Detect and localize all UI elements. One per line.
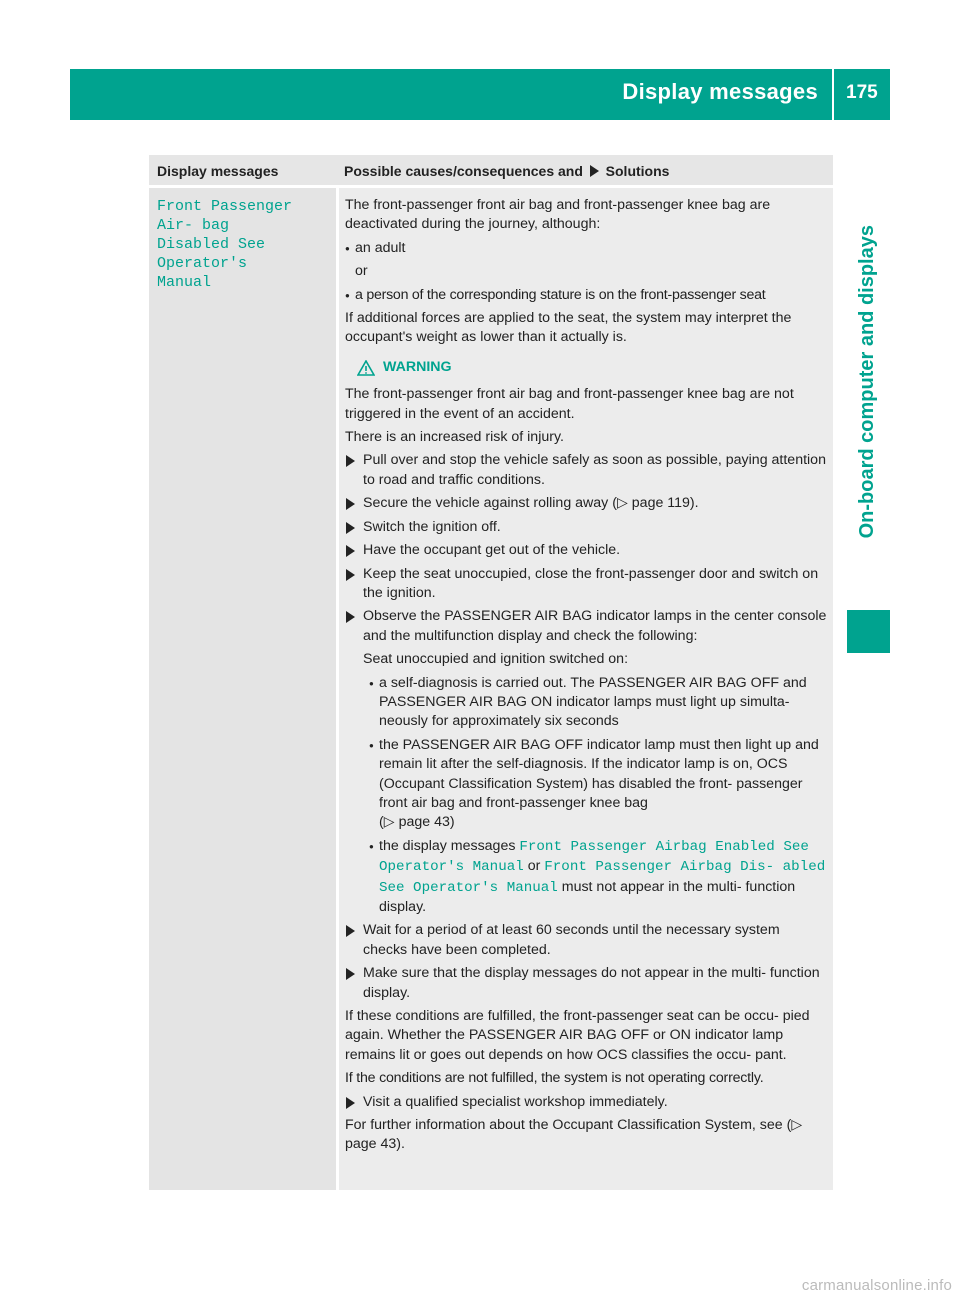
further-info [345,1116,827,1155]
warning-label: WARNING [383,358,452,375]
message-airbag-disabled: Front Passenger Airbag Dis‐ abled See Operator's Manual [379,859,826,896]
check-display-or: or [527,858,541,875]
col-header-display-messages: Display messages [157,163,279,179]
display-message-cell [149,188,336,1190]
warning-text: The front-passenger front air bag and front-passenger knee bag are not triggered in the event of an accident. [345,386,794,422]
step-ignition-off: Switch the ignition off. [345,518,827,537]
page-ref-43: page 43) [398,814,455,831]
side-tab [845,225,889,585]
step-secure-text: Secure the vehicle against rolling away ( [363,495,617,512]
forces-text: If additional forces are applied to the seat, the system may interpret the occupant's weight as lower than it actually is. [345,310,792,346]
check-display-messages [369,837,827,918]
causes-solutions-cell [339,188,833,1190]
step-observe-lamps: Observe the PASSENGER AIR BAG indicator lamps in the center console and the multifunction display and check the following: [345,607,827,646]
step-pull-over: Pull over and stop the vehicle safely as soon as possible, paying attention to road and traffic conditions. [345,451,827,490]
check-off-lamp [369,736,827,833]
intro-text: The front-passenger front air bag and front-passenger knee bag are deactivated during the journey, although: [345,197,771,233]
check-off-lamp-ref-open: ( [379,814,384,831]
col-header-solutions: Solutions [605,163,670,179]
check-off-lamp-text: the PASSENGER AIR BAG OFF indicator lamp must then light up and remain lit after the self-diagnosis. If the indicator lamp is on, OCS (Occupant Classification System) has disabled the front- passenger front air bag and front-passenger knee bag [379,736,819,811]
step-keep-unoccupied: Keep the seat unoccupied, close the front-passenger door and switch on the ignition. [345,565,827,604]
table-header-row [149,155,833,185]
not-fulfilled-text: If the conditions are not fulfilled, the system is not operating correctly. [345,1070,764,1087]
risk-text: There is an increased risk of injury. [345,429,564,446]
page-ref-43-further: page 43). [345,1136,405,1153]
action-arrow-icon [590,165,599,177]
display-message-text: Front Passenger Air‐ bag Disabled See Operator's Manual [157,198,293,291]
step-make-sure: Make sure that the display messages do not appear in the multi- function display. [345,964,827,1003]
condition-or: or [355,263,368,280]
page-ref-arrow-icon: ▷ [383,814,399,831]
page-ref-119: page 119). [631,495,699,512]
step-observe-sub: Seat unoccupied and ignition switched on: [363,651,629,668]
page-number: 175 [846,82,878,103]
page-ref-arrow-icon: ▷ [616,495,632,512]
step-secure-vehicle [345,494,827,513]
page-header-bar [70,69,890,120]
header-separator [832,69,834,120]
check-self-diagnosis: ● a self-diagnosis is carried out. The PASSENGER AIR BAG OFF and PASSENGER AIR BAG ON indicator lamps must light up simulta- neously for approximately six seconds [369,674,827,732]
step-visit-workshop: Visit a qualified specialist workshop immediately. [345,1093,827,1112]
condition-adult: ● an adult [345,239,827,258]
check-display-post: must not appear in the multi- function display. [379,878,796,915]
col-header-causes: Possible causes/consequences and [344,163,583,179]
step-wait: Wait for a period of at least 60 seconds until the necessary system checks have been completed. [345,921,827,960]
fulfilled-text: If these conditions are fulfilled, the front-passenger seat can be occu- pied again. Whether the PASSENGER AIR BAG OFF or ON indicator lamp remains lit or goes out depends on how OCS classifies the occu- pant. [345,1008,810,1063]
table-row [149,188,833,1190]
watermark: carmanualsonline.info [801,1277,952,1294]
message-airbag-enabled: Front Passenger Airbag Enabled See Operator's Manual [379,838,809,876]
step-occupant-out: Have the occupant get out of the vehicle. [345,541,827,560]
warning-triangle-icon [357,360,375,376]
warning-heading [345,358,827,377]
page-ref-arrow-icon: ▷ [791,1117,803,1134]
col-header-causes-solutions [336,155,833,185]
check-display-pre: the display messages [379,837,516,854]
side-tab-marker [847,610,890,653]
further-info-text: For further information about the Occupant Classification System, see ( [345,1117,792,1134]
side-tab-label: On-board computer and displays [855,225,878,539]
page-header-title: Display messages [622,79,818,104]
messages-table [149,155,833,1190]
condition-person: ● a person of the corresponding stature is on the front-passenger seat [345,286,827,305]
